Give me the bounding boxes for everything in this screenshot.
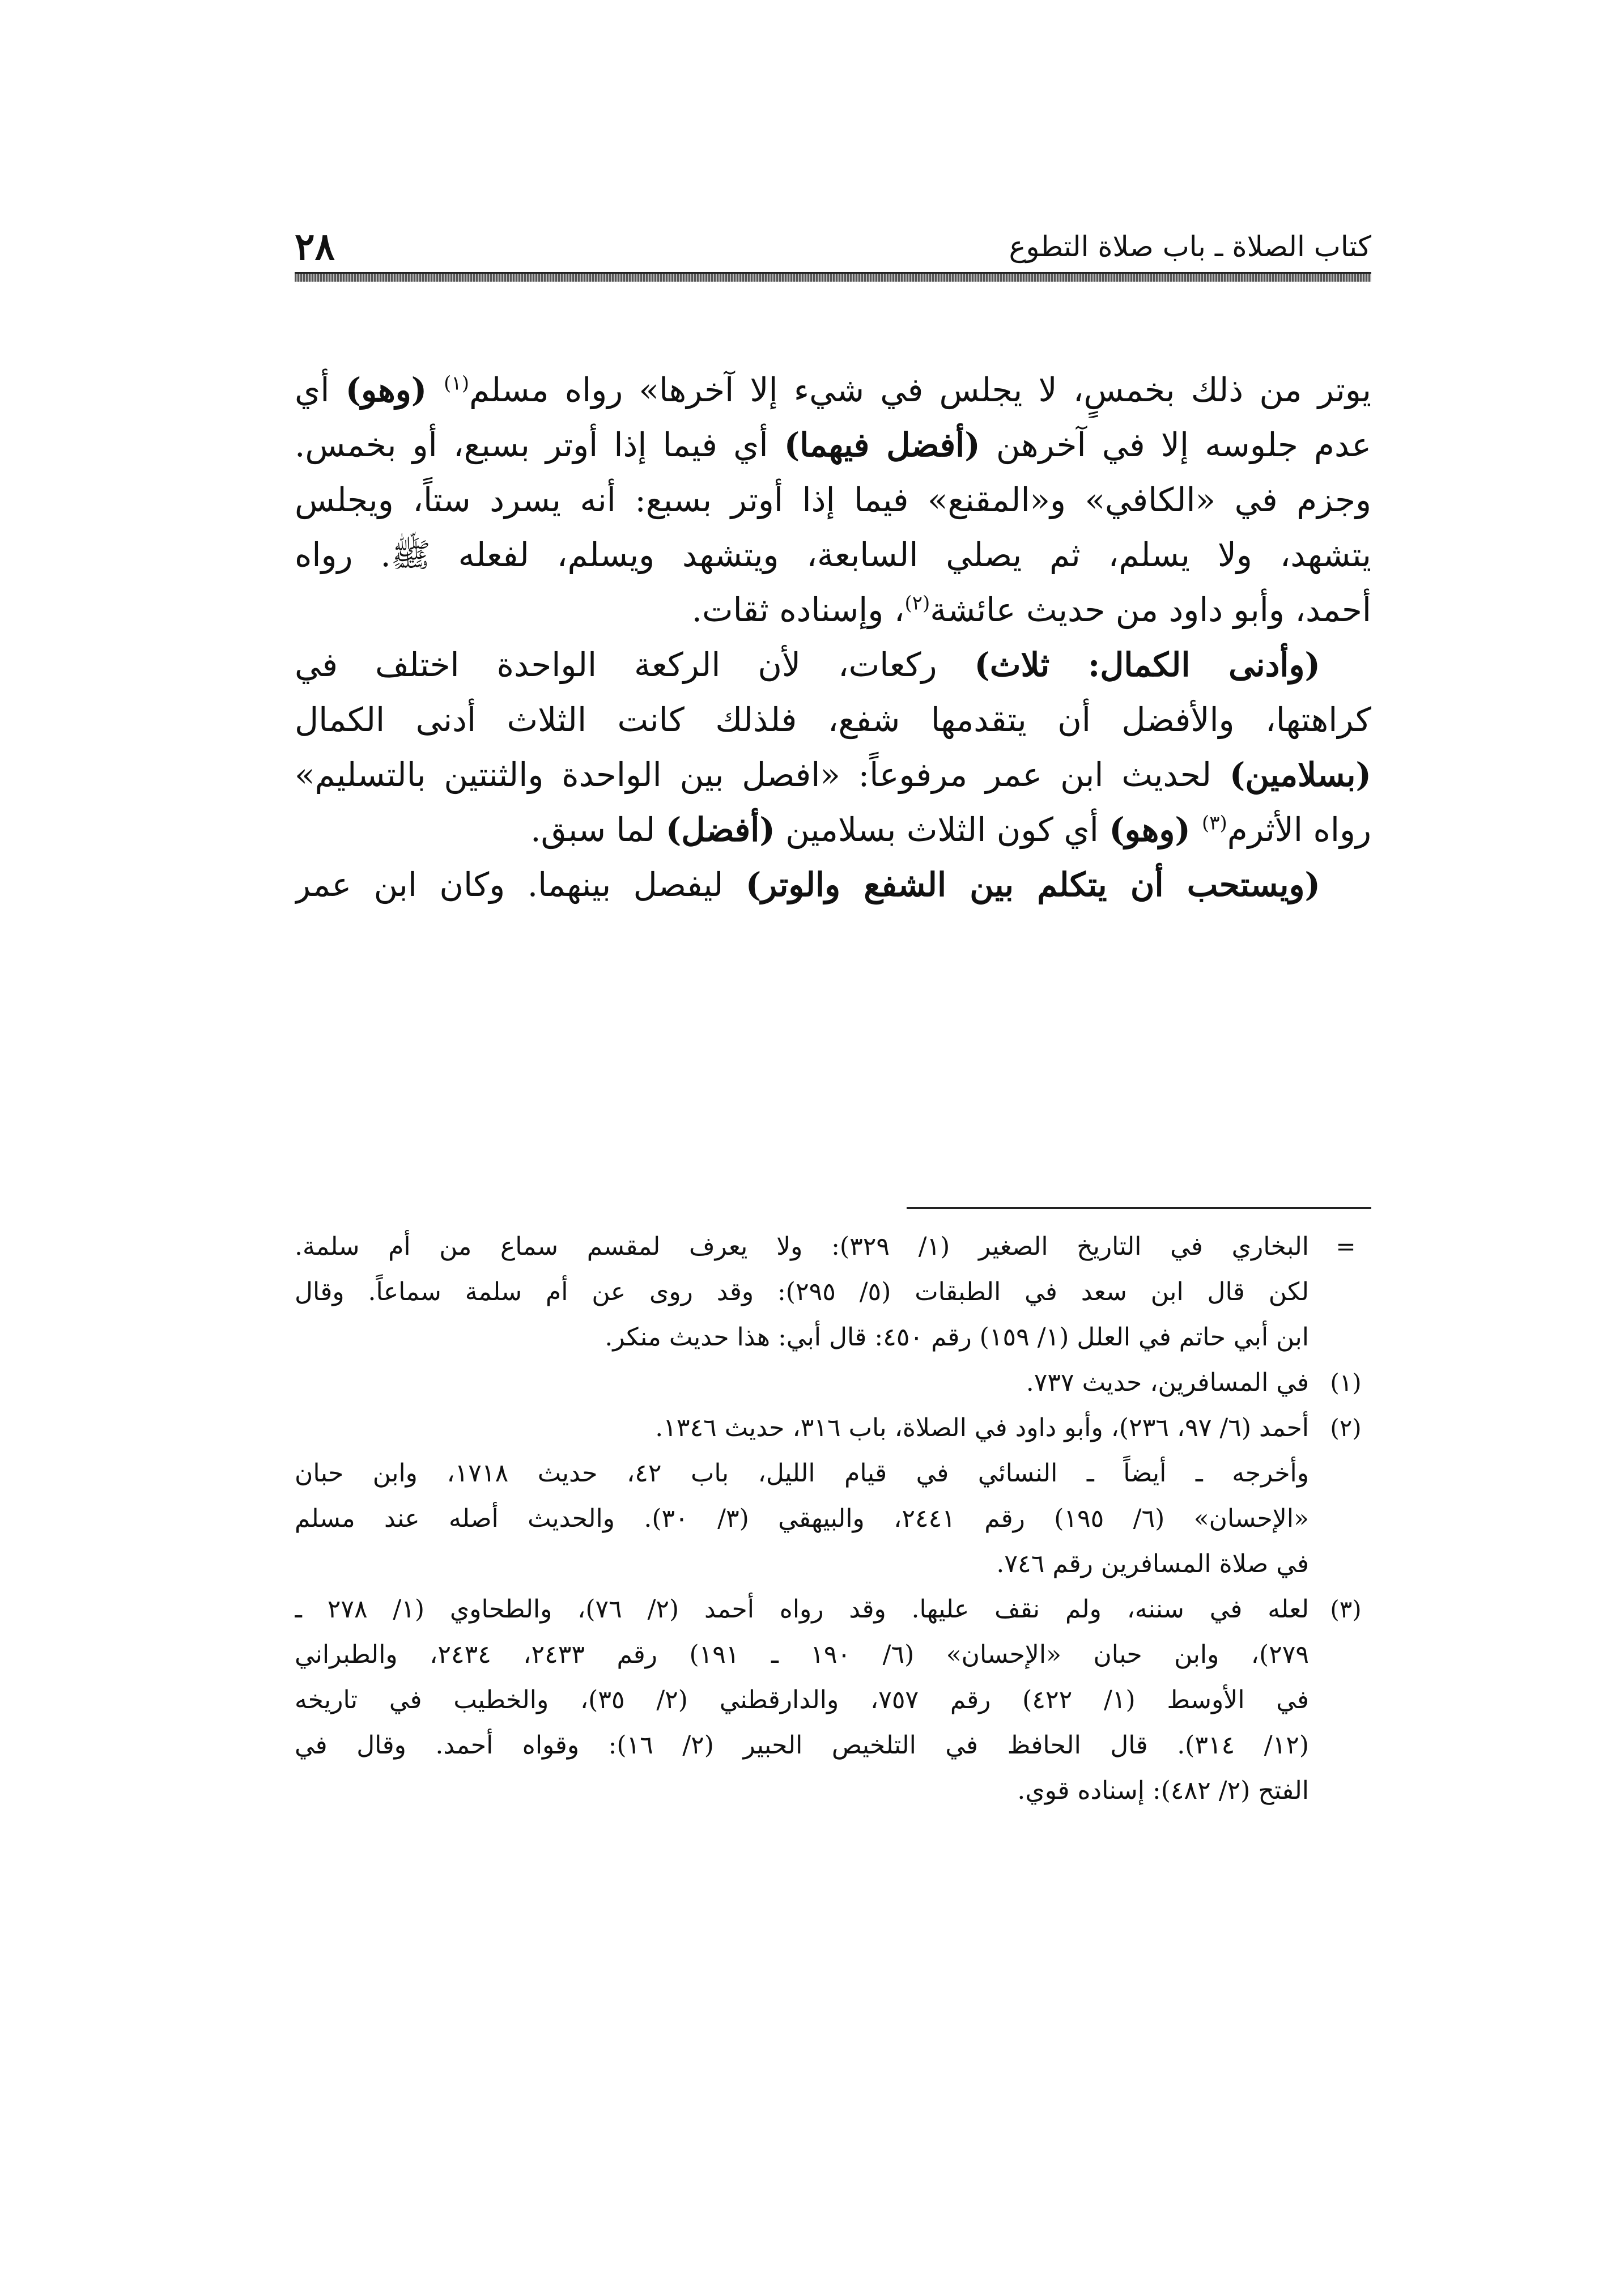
footnote-marker: = [1336, 1233, 1356, 1260]
footnote-2 [295, 1405, 1371, 1587]
text-line-9 [295, 802, 1371, 857]
header-rule [295, 272, 1371, 282]
footnote-line: «الإحسان» (٦/ ١٩٥) رقم ٢٤٤١، والبيهقي (٣/ ٣٠). والحديث أصله عند مسلم [295, 1504, 1309, 1533]
footnote-line: في الأوسط (١/ ٤٢٢) رقم ٧٥٧، والدارقطني (٢/ ٣٥)، والخطيب في تاريخه [295, 1685, 1309, 1714]
page-number: ٢٨ [295, 224, 335, 269]
text-line-10 [295, 857, 1371, 912]
page-header [295, 224, 1371, 269]
text-line-1 [295, 363, 1371, 418]
footnote-3 [295, 1587, 1371, 1814]
footnote-ref-2: (٢) [904, 592, 930, 615]
footnote-line: البخاري في التاريخ الصغير (١/ ٣٢٩): ولا يعرف لمقسم سماع من أم سلمة. [295, 1232, 1309, 1261]
footnote-line: في صلاة المسافرين رقم ٧٤٦. [996, 1549, 1309, 1578]
matn-segment: (وهو) [1109, 810, 1202, 849]
matn-segment: (ويستحب أن يتكلم بين الشفع والوتر) [745, 865, 1320, 904]
text-segment: لحديث ابن عمر مرفوعاً: «افصل بين الواحدة والثنتين بالتسليم» [295, 755, 1230, 794]
footnote-continued [295, 1224, 1371, 1360]
text-segment: يتشهد، ولا يسلم، ثم يصلي السابعة، ويتشهد ويسلم، لفعله ﷺ. رواه [295, 536, 1371, 574]
footnote-ref-3: (٣) [1202, 812, 1227, 835]
footnote-ref-1: (١) [444, 372, 469, 395]
text-segment: أي كون الثلاث بسلامين [775, 810, 1109, 849]
footnote-line: في المسافرين، حديث ٧٣٧. [1026, 1368, 1309, 1397]
footnote-line: لكن قال ابن سعد في الطبقات (٥/ ٢٩٥): وقد روى عن أم سلمة سماعاً. وقال [295, 1277, 1309, 1306]
text-segment: أي [295, 371, 346, 409]
main-text [295, 363, 1371, 912]
running-title: كتاب الصلاة ـ باب صلاة التطوع [1009, 230, 1371, 263]
footnote-1 [295, 1360, 1371, 1405]
text-line-2 [295, 418, 1371, 473]
footnote-marker: (٢) [1330, 1414, 1362, 1442]
text-line-6 [295, 638, 1371, 693]
footnote-marker: (٣) [1330, 1595, 1362, 1623]
text-line-5 [295, 583, 1371, 638]
text-line-4 [295, 528, 1371, 583]
footnote-line: لعله في سننه، ولم نقف عليها. وقد رواه أحمد (٢/ ٧٦)، والطحاوي (١/ ٢٧٨ ـ [295, 1595, 1309, 1624]
text-line-8 [295, 748, 1371, 802]
footnote-line: (١٢/ ٣١٤). قال الحافظ في التلخيص الحبير (٢/ ١٦): وقواه أحمد. وقال في [295, 1731, 1309, 1760]
matn-segment: (بسلامين) [1229, 755, 1371, 794]
text-segment: وجزم في «الكافي» و«المقنع» فيما إذا أوتر بسبع: أنه يسرد ستاً، ويجلس [295, 481, 1371, 519]
text-segment: أحمد، وأبو داود من حديث عائشة [930, 591, 1371, 629]
text-segment: عدم جلوسه إلا في آخرهن [980, 426, 1371, 464]
footnote-line: وأخرجه ـ أيضاً ـ النسائي في قيام الليل، باب ٤٢، حديث ١٧١٨، وابن حبان [295, 1459, 1309, 1488]
text-segment: ركعات، لأن الركعة الواحدة اختلف في [295, 646, 975, 684]
footnote-line: ٢٧٩)، وابن حبان «الإحسان» (٦/ ١٩٠ ـ ١٩١) رقم ٢٤٣٣، ٢٤٣٤، والطبراني [295, 1640, 1309, 1669]
matn-segment: (أفضل فيهما) [784, 426, 980, 464]
matn-segment: (وأدنى الكمال: ثلاث) [974, 646, 1320, 684]
text-segment: ليفصل بينهما. وكان ابن عمر [295, 865, 746, 904]
footnotes [295, 1224, 1371, 1814]
text-line-7 [295, 693, 1371, 748]
text-segment: كراهتها، والأفضل أن يتقدمها شفع، فلذلك كانت الثلاث أدنى الكمال [295, 700, 1371, 739]
text-segment: رواه الأثرم [1227, 810, 1371, 849]
footnote-line: أحمد (٦/ ٩٧، ٢٣٦)، وأبو داود في الصلاة، باب ٣١٦، حديث ١٣٤٦. [655, 1413, 1309, 1442]
matn-segment: (وهو) [345, 371, 444, 409]
footnote-separator [907, 1207, 1371, 1209]
footnote-line: الفتح (٢/ ٤٨٢): إسناده قوي. [1017, 1776, 1309, 1805]
text-segment: يوتر من ذلك بخمسٍ، لا يجلس في شيء إلا آخرها» رواه مسلم [469, 371, 1371, 409]
text-line-3 [295, 473, 1371, 528]
text-segment: أي فيما إذا أوتر بسبع، أو بخمس. [295, 426, 784, 464]
matn-segment: (أفضل) [665, 810, 775, 849]
text-segment: ، وإسناده ثقات. [691, 591, 905, 629]
text-segment: لما سبق. [530, 810, 666, 849]
footnote-marker: (١) [1330, 1369, 1362, 1396]
footnote-line: ابن أبي حاتم في العلل (١/ ١٥٩) رقم ٤٥٠: قال أبي: هذا حديث منكر. [605, 1323, 1309, 1352]
